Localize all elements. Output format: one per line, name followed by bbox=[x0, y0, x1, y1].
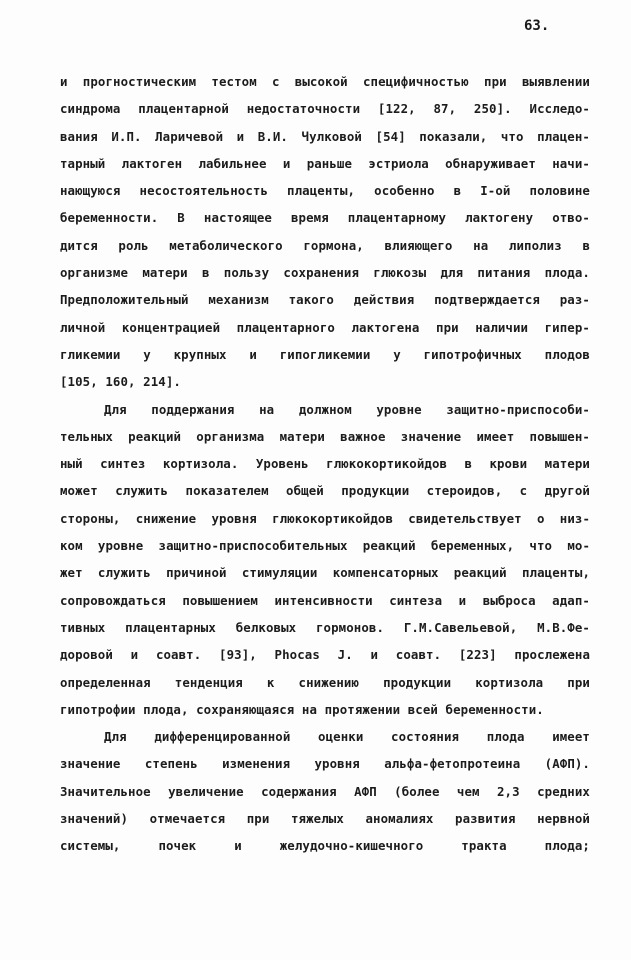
text-line: значений) отмечается при тяжелых аномалиях развития нервной bbox=[60, 811, 590, 827]
text-line: может служить показателем общей продукции стероидов, с другой bbox=[60, 483, 590, 499]
text-line-paragraph-start: Для дифференцированной оценки состояния плода имеет bbox=[104, 729, 590, 745]
body-text bbox=[60, 68, 590, 860]
text-line: дится роль метаболического гормона, влияющего на липолиз в bbox=[60, 237, 590, 253]
text-line: синдрома плацентарной недостаточности [122, 87, 250]. Исследо- bbox=[60, 101, 590, 117]
text-line: беременности. В настоящее время плацентарному лактогену отво- bbox=[60, 210, 590, 226]
text-line: тивных плацентарных белковых гормонов. Г.М.Савельевой, М.В.Фе- bbox=[60, 619, 590, 635]
text-line: вания И.П. Ларичевой и В.И. Чулковой [54] показали, что плацен- bbox=[60, 128, 590, 144]
page-number: 63. bbox=[524, 18, 550, 34]
text-line: тарный лактоген лабильнее и раньше эстриола обнаруживает начи- bbox=[60, 155, 590, 171]
text-line: и прогностическим тестом с высокой специфичностью при выявлении bbox=[60, 74, 590, 89]
text-line: жет служить причиной стимуляции компенсаторных реакций плаценты, bbox=[60, 565, 590, 581]
text-line: ком уровне защитно-приспособительных реакций беременных, что мо- bbox=[60, 538, 590, 554]
text-line: значение степень изменения уровня альфа-фетопротеина (АФП). bbox=[60, 756, 590, 772]
text-line: [105, 160, 214]. bbox=[60, 374, 181, 390]
text-line: ный синтез кортизола. Уровень глюкокортикойдов в крови матери bbox=[60, 456, 590, 472]
text-line: Предположительный механизм такого действия подтверждается раз- bbox=[60, 292, 590, 308]
text-line: гипотрофии плода, сохраняющаяся на протяжении всей беременности. bbox=[60, 701, 544, 717]
text-line: тельных реакций организма матери важное значение имеет повышен- bbox=[60, 428, 590, 444]
text-line: организме матери в пользу сохранения глюкозы для питания плода. bbox=[60, 265, 590, 281]
text-line: гликемии у крупных и гипогликемии у гипотрофичных плодов bbox=[60, 346, 590, 362]
text-line-paragraph-start: Для поддержания на должном уровне защитно-приспособи- bbox=[104, 401, 590, 417]
text-line: стороны, снижение уровня глюкокортикойдов свидетельствует о низ- bbox=[60, 510, 590, 526]
text-line: доровой и соавт. [93], Phocas J. и соавт. [223] прослежена bbox=[60, 647, 590, 663]
text-line: сопровождаться повышением интенсивности синтеза и выброса адап- bbox=[60, 592, 590, 608]
text-line: личной концентрацией плацентарного лактогена при наличии гипер- bbox=[60, 319, 590, 335]
text-line: нающуюся несостоятельность плаценты, особенно в I-ой половине bbox=[60, 183, 590, 199]
text-line: определенная тенденция к снижению продукции кортизола при bbox=[60, 674, 590, 690]
text-line: системы, почек и желудочно-кишечного тракта плода; bbox=[60, 838, 590, 854]
text-line: Значительное увеличение содержания АФП (более чем 2,3 средних bbox=[60, 783, 590, 799]
